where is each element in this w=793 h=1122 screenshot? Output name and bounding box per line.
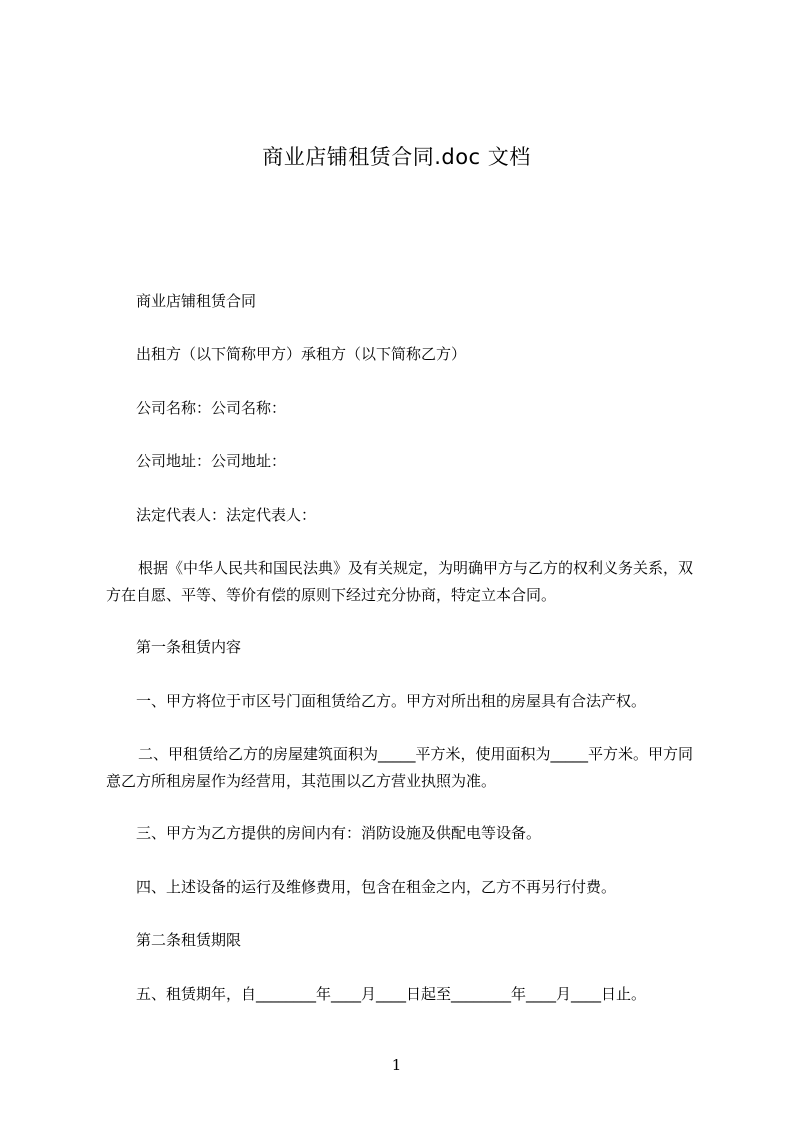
preamble-paragraph: 根据《中华人民共和国民法典》及有关规定，为明确甲方与乙方的权利义务关系，双方在自愿、平等、等价有偿的原则下经过充分协商，特定立本合同。 (106, 559, 694, 604)
clause-five: 五、租赁期年，自________年____月____日起至________年____月____日止。 (136, 985, 647, 1003)
parties-line: 出租方（以下简称甲方）承租方（以下简称乙方） (136, 345, 467, 363)
article-one-heading: 第一条租赁内容 (136, 638, 242, 656)
company-name-line: 公司名称：公司名称： (136, 399, 287, 417)
clause-two: 二、甲租赁给乙方的房屋建筑面积为_____平方米，使用面积为_____平方米。甲方同意乙方所租房屋作为经营用，其范围以乙方营业执照为准。 (106, 745, 694, 790)
page-number: 1 (391, 1056, 402, 1074)
contract-heading: 商业店铺租赁合同 (136, 292, 257, 310)
clause-one: 一、甲方将位于市区号门面租赁给乙方。甲方对所出租的房屋具有合法产权。 (136, 692, 647, 710)
clause-three: 三、甲方为乙方提供的房间内有：消防设施及供配电等设备。 (136, 824, 542, 842)
legal-representative-line: 法定代表人：法定代表人： (136, 506, 317, 524)
company-address-line: 公司地址：公司地址： (136, 452, 287, 470)
clause-four: 四、上述设备的运行及维修费用，包含在租金之内，乙方不再另行付费。 (136, 878, 617, 896)
article-two-heading: 第二条租赁期限 (136, 931, 242, 949)
document-title: 商业店铺租赁合同.doc 文档 (262, 145, 531, 169)
